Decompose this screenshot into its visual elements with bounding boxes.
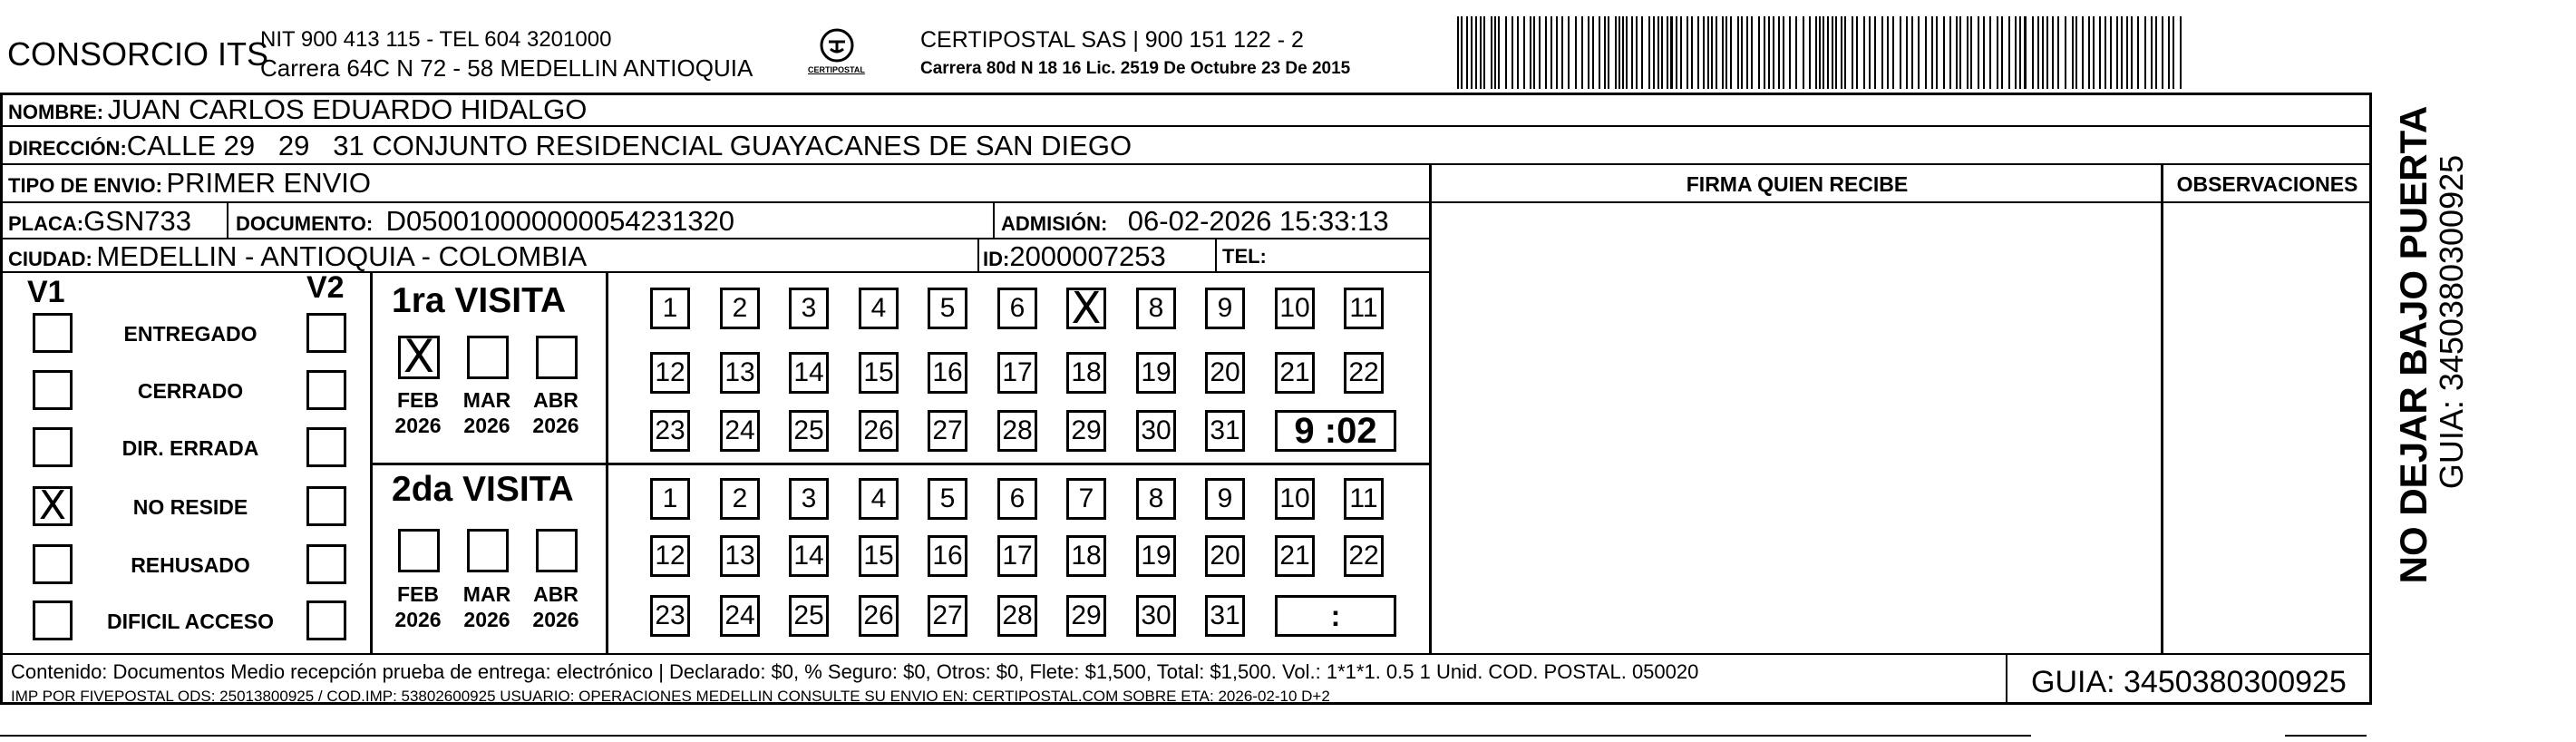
month-checkbox-mar[interactable] — [467, 529, 509, 572]
barcode-bar — [2137, 16, 2139, 89]
day-box[interactable]: 31 — [1205, 410, 1245, 452]
barcode-bar — [1539, 16, 1541, 89]
visit-divider — [370, 463, 1431, 465]
month-label: FEB — [397, 388, 439, 412]
barcode-bar — [2162, 16, 2163, 89]
status-v1-checkbox[interactable] — [33, 313, 73, 353]
first-visit-title: 1ra VISITA — [392, 281, 567, 320]
barcode-bar — [1869, 16, 1871, 89]
tipo-label: TIPO DE ENVIO: — [8, 174, 162, 197]
row-line-6 — [0, 653, 2372, 655]
barcode-bar — [1936, 16, 1938, 89]
day-box[interactable]: 14 — [789, 352, 829, 394]
day-box[interactable]: 21 — [1275, 352, 1315, 394]
barcode-bar — [2046, 16, 2048, 89]
barcode-bar — [1746, 16, 1748, 89]
company-address: Carrera 64C N 72 - 58 MEDELLIN ANTIOQUIA — [260, 54, 753, 82]
month-checkbox-feb[interactable] — [398, 529, 440, 572]
status-v2-checkbox[interactable] — [306, 370, 346, 410]
barcode-bar — [2116, 16, 2118, 89]
barcode-bar — [1711, 16, 1713, 89]
direccion-row — [8, 132, 1132, 160]
barcode-bar — [1815, 16, 1817, 89]
placa-label: PLACA: — [8, 212, 84, 235]
barcode-bar — [1725, 16, 1727, 89]
barcode-bar — [1918, 16, 1920, 89]
barcode-bar — [1608, 16, 1609, 89]
carrier-address: Carrera 80d N 18 16 Lic. 2519 De Octubre 23 De 2015 — [920, 59, 1351, 78]
barcode-bar — [1751, 16, 1753, 89]
day-box[interactable]: 6 — [997, 288, 1037, 329]
day-box[interactable]: 10 — [1275, 288, 1315, 329]
admision-field — [1001, 207, 1389, 235]
check-mark: X — [403, 330, 435, 383]
day-box[interactable]: 11 — [1344, 478, 1384, 520]
tel-label: TEL: — [1222, 245, 1267, 268]
barcode-bar — [1592, 16, 1594, 89]
status-v1-checkbox[interactable] — [33, 600, 73, 640]
status-label: DIR. ERRADA — [122, 436, 259, 460]
id-field — [983, 242, 1166, 270]
day-box[interactable]: 2 — [720, 478, 760, 520]
status-v2-checkbox[interactable] — [306, 313, 346, 353]
barcode-bar — [1827, 16, 1829, 89]
month-checkbox-abr[interactable] — [536, 336, 578, 379]
day-box[interactable]: 26 — [859, 410, 899, 452]
time-box[interactable]: : — [1275, 595, 1396, 637]
barcode-bar — [1856, 16, 1858, 89]
barcode-bar — [1741, 16, 1743, 89]
barcode-bar — [2180, 16, 2182, 89]
col-tel — [1215, 238, 1217, 272]
row-line-1 — [0, 125, 2372, 127]
barcode-bar — [1575, 16, 1577, 89]
day-box[interactable]: 18 — [1066, 352, 1106, 394]
barcode-bar — [1911, 16, 1913, 89]
barcode-bar — [1900, 16, 1901, 89]
month-label: ABR — [533, 582, 578, 606]
certipostal-logo — [804, 27, 870, 82]
v2-label: V2 — [306, 270, 345, 305]
month-checkbox-feb[interactable] — [398, 330, 440, 383]
nombre-label: NOMBRE: — [8, 101, 104, 123]
barcode-bar — [1653, 16, 1655, 89]
month-label: MAR — [462, 582, 511, 606]
barcode-bar — [1550, 16, 1552, 89]
day-box[interactable]: 20 — [1205, 535, 1245, 577]
admision-label: ADMISIÓN: — [1001, 212, 1108, 235]
barcode-bar — [1943, 16, 1945, 89]
day-box[interactable]: 7 — [1066, 478, 1106, 520]
barcode-bar — [2042, 16, 2044, 89]
nombre-row — [8, 95, 587, 123]
barcode-bar — [1716, 16, 1717, 89]
day-box[interactable]: 25 — [789, 595, 829, 637]
barcode-bar — [1680, 16, 1682, 89]
barcode-bar — [1783, 16, 1784, 89]
barcode-bar — [1512, 16, 1513, 89]
side-warning: NO DEJAR BAJO PUERTA — [2392, 105, 2435, 584]
v1-label: V1 — [27, 275, 65, 309]
barcode-bar — [2105, 16, 2106, 89]
tipo-row — [8, 169, 371, 197]
barcode-bar — [1978, 16, 1979, 89]
barcode-bar — [1852, 16, 1853, 89]
day-box[interactable]: 19 — [1136, 352, 1176, 394]
month-year: 2026 — [463, 414, 510, 437]
barcode-bar — [1764, 16, 1765, 89]
barcode-bar — [1768, 16, 1770, 89]
barcode-bar — [2099, 16, 2101, 89]
barcode-bar — [1823, 16, 1824, 89]
barcode-bar — [1819, 16, 1821, 89]
month-year: 2026 — [532, 414, 579, 437]
barcode-bar — [1925, 16, 1927, 89]
day-box[interactable]: 16 — [928, 535, 967, 577]
barcode-bar — [2151, 16, 2153, 89]
barcode-bar — [1863, 16, 1865, 89]
barcode-bar — [1892, 16, 1894, 89]
barcode-bar — [2065, 16, 2066, 89]
day-box[interactable]: 24 — [720, 595, 760, 637]
barcode-bar — [1906, 16, 1908, 89]
col-admision — [993, 201, 995, 239]
barcode-bar — [2082, 16, 2084, 89]
barcode-bar — [1989, 16, 1991, 89]
barcode-bar — [1874, 16, 1876, 89]
day-box[interactable]: 30 — [1136, 410, 1176, 452]
day-box[interactable]: 15 — [859, 352, 899, 394]
month-checkbox-abr[interactable] — [536, 529, 578, 572]
day-box[interactable]: 13 — [720, 352, 760, 394]
barcode-bar — [1997, 16, 1998, 89]
day-box[interactable]: 3 — [789, 478, 829, 520]
barcode-bar — [1483, 16, 1485, 89]
barcode-bar — [1619, 16, 1620, 89]
barcode-bar — [1533, 16, 1535, 89]
barcode-bar — [1722, 16, 1724, 89]
barcode-bar — [2015, 16, 2017, 89]
col-days — [606, 272, 608, 654]
ciudad-field — [8, 242, 587, 270]
ciudad-value: MEDELLIN - ANTIOQUIA - COLOMBIA — [96, 240, 588, 272]
day-box[interactable]: 9 — [1205, 288, 1245, 329]
day-box[interactable]: 10 — [1275, 478, 1315, 520]
day-box[interactable]: 9 — [1205, 478, 1245, 520]
day-box[interactable]: 5 — [928, 288, 967, 329]
day-box[interactable]: 12 — [650, 535, 690, 577]
barcode-bar — [1636, 16, 1638, 89]
col-status — [370, 272, 373, 654]
barcode-bar — [2001, 16, 2003, 89]
barcode-bar — [1556, 16, 1558, 89]
barcode-bar — [1703, 16, 1705, 89]
nombre-value: JUAN CARLOS EDUARDO HIDALGO — [107, 93, 588, 125]
barcode-bar — [1956, 16, 1958, 89]
check-mark: X — [1071, 283, 1102, 334]
barcode-bar — [1931, 16, 1933, 89]
barcode-bar — [1803, 16, 1804, 89]
barcode-bar — [2075, 16, 2077, 89]
barcode-bar — [1523, 16, 1525, 89]
admision-value: 06-02-2026 15:33:13 — [1127, 205, 1389, 237]
day-box[interactable]: 23 — [650, 595, 690, 637]
footer-guia: GUIA: 3450380300925 — [2031, 665, 2347, 699]
day-box[interactable]: 8 — [1136, 478, 1176, 520]
month-year: 2026 — [463, 608, 510, 631]
day-box[interactable]: 14 — [789, 535, 829, 577]
barcode-bar — [2057, 16, 2059, 89]
barcode-bar — [1795, 16, 1797, 89]
barcode-bar — [1461, 16, 1463, 89]
placa-value: GSN733 — [83, 205, 192, 237]
barcode-bar — [1568, 16, 1570, 89]
barcode-bar — [1622, 16, 1624, 89]
documento-value: D050010000000054231320 — [385, 205, 735, 237]
barcode-bar — [2093, 16, 2095, 89]
barcode-bar — [1676, 16, 1677, 89]
barcode-bar — [1545, 16, 1547, 89]
status-label: NO RESIDE — [132, 495, 248, 519]
month-checkbox-mar[interactable] — [467, 336, 509, 379]
day-box[interactable]: 15 — [859, 535, 899, 577]
status-v2-checkbox[interactable] — [306, 600, 346, 640]
day-box[interactable]: 19 — [1136, 535, 1176, 577]
day-box[interactable]: 4 — [859, 288, 899, 329]
col-firma-left — [1429, 163, 1432, 654]
col-footer-guia — [2006, 653, 2007, 704]
id-label: ID: — [983, 248, 1010, 270]
day-box[interactable]: 26 — [859, 595, 899, 637]
day-box[interactable]: 28 — [997, 410, 1037, 452]
day-box[interactable]: 4 — [859, 478, 899, 520]
barcode-bar — [1471, 16, 1473, 89]
barcode-bar — [1778, 16, 1780, 89]
side-guia: GUIA: 3450380300925 — [2433, 154, 2470, 490]
barcode-bar — [1491, 16, 1492, 89]
barcode-bar — [1494, 16, 1496, 89]
documento-label: DOCUMENTO: — [236, 212, 374, 235]
day-box[interactable]: 30 — [1136, 595, 1176, 637]
barcode-bar — [1667, 16, 1668, 89]
barcode-bar — [1789, 16, 1791, 89]
barcode-bar — [1758, 16, 1760, 89]
barcode-bar — [1967, 16, 1968, 89]
barcode-bar — [1881, 16, 1883, 89]
barcode-bar — [2168, 16, 2170, 89]
day-box[interactable]: 11 — [1344, 288, 1384, 329]
barcode-bar — [1832, 16, 1833, 89]
footer-content: Contenido: Documentos Medio recepción prueba de entrega: electrónico | Declarado: $0, % Seguro: $0, Otros: $0, Flete: $1,500, Total: $1,500. Vol.: 1*1*1. 0.5 1 Unid. COD. POSTAL. 050020 — [11, 660, 1699, 683]
barcode-bar — [1697, 16, 1699, 89]
day-box[interactable]: 16 — [928, 352, 967, 394]
direccion-label: DIRECCIÓN: — [8, 137, 127, 160]
month-year: 2026 — [394, 608, 442, 631]
day-box[interactable]: 20 — [1205, 352, 1245, 394]
barcode-bar — [2121, 16, 2123, 89]
documento-field — [236, 207, 734, 235]
barcode-bar — [1505, 16, 1507, 89]
status-v2-checkbox[interactable] — [306, 544, 346, 584]
check-mark: X — [38, 483, 67, 529]
month-label: MAR — [462, 388, 511, 412]
day-box[interactable]: 17 — [997, 535, 1037, 577]
day-box[interactable]: 24 — [720, 410, 760, 452]
day-box[interactable]: 29 — [1066, 410, 1106, 452]
barcode-bar — [1498, 16, 1500, 89]
day-box[interactable]: 18 — [1066, 535, 1106, 577]
barcode-bar — [1457, 16, 1459, 89]
barcode-bar — [1657, 16, 1659, 89]
barcode-bar — [2037, 16, 2039, 89]
row-line-3 — [0, 201, 2372, 203]
observaciones-header: OBSERVACIONES — [2176, 172, 2358, 196]
barcode-bar — [2173, 16, 2174, 89]
day-box[interactable]: 22 — [1344, 535, 1384, 577]
day-box[interactable] — [1066, 283, 1106, 334]
month-label: FEB — [397, 582, 439, 606]
id-value: 2000007253 — [1009, 240, 1166, 272]
col-obs-left — [2161, 163, 2163, 654]
day-box[interactable]: 1 — [650, 288, 690, 329]
company-nit-phone: NIT 900 413 115 - TEL 604 3201000 — [260, 27, 612, 52]
barcode-bar — [1687, 16, 1688, 89]
barcode-bar — [2008, 16, 2010, 89]
barcode-bar — [2024, 16, 2027, 89]
barcode-bar — [1581, 16, 1583, 89]
logo-caption: CERTIPOSTAL — [808, 65, 865, 74]
status-label: ENTREGADO — [123, 322, 258, 346]
barcode-bar — [1466, 16, 1468, 89]
firma-header: FIRMA QUIEN RECIBE — [1686, 172, 1909, 196]
barcode-bar — [1615, 16, 1617, 89]
barcode-bar — [1730, 16, 1732, 89]
barcode-bar — [2155, 16, 2157, 89]
direccion-value: CALLE 29 29 31 CONJUNTO RESIDENCIAL GUAYACANES DE SAN DIEGO — [126, 130, 1132, 161]
month-year: 2026 — [532, 608, 579, 631]
day-box[interactable]: 27 — [928, 410, 967, 452]
time-box[interactable]: 9 :02 — [1275, 410, 1396, 452]
frame-left — [0, 93, 3, 705]
status-label: REHUSADO — [131, 553, 250, 577]
barcode-bar — [1809, 16, 1811, 89]
status-label: DIFICIL ACCESO — [106, 610, 274, 633]
col-id — [977, 238, 979, 272]
footer-print-info: IMP POR FIVEPOSTAL ODS: 25013800925 / COD.IMP: 53802600925 USUARIO: OPERACIONES MEDELLIN CONSULTE SU ENVIO EN: CERTIPOSTAL.COM SOBRE ETA: 2026-02-10 D+2 — [11, 688, 1330, 705]
barcode-bar — [1670, 16, 1673, 89]
day-box[interactable]: 23 — [650, 410, 690, 452]
barcode-bar — [1517, 16, 1519, 89]
day-box[interactable]: 25 — [789, 410, 829, 452]
day-box[interactable]: 27 — [928, 595, 967, 637]
barcode-bar — [1841, 16, 1842, 89]
ciudad-label: CIUDAD: — [8, 248, 92, 270]
barcode-bar — [1626, 16, 1628, 89]
status-v1-checkbox[interactable] — [33, 483, 73, 529]
day-box[interactable]: 3 — [789, 288, 829, 329]
day-box[interactable]: 8 — [1136, 288, 1176, 329]
barcode-bar — [1480, 16, 1482, 89]
barcode-bar — [1641, 16, 1643, 89]
barcode-bar — [1475, 16, 1477, 89]
day-box[interactable]: 13 — [720, 535, 760, 577]
barcode-bar — [2019, 16, 2021, 89]
status-v1-checkbox[interactable] — [33, 427, 73, 467]
second-visit-title: 2da VISITA — [392, 470, 574, 509]
barcode-bar — [1691, 16, 1693, 89]
day-box[interactable]: 31 — [1205, 595, 1245, 637]
barcode-bar — [1887, 16, 1889, 89]
barcode-bar — [2052, 16, 2054, 89]
day-box[interactable]: 21 — [1275, 535, 1315, 577]
barcode-bar — [1588, 16, 1589, 89]
status-v1-checkbox[interactable] — [33, 544, 73, 584]
status-v1-checkbox[interactable] — [33, 370, 73, 410]
placa-field — [8, 207, 191, 235]
bottom-rule — [0, 735, 2031, 737]
day-box[interactable]: 22 — [1344, 352, 1384, 394]
company-name: CONSORCIO ITS — [7, 35, 269, 73]
barcode-bar — [1835, 16, 1837, 89]
barcode-bar — [1970, 16, 1972, 89]
barcode-bar — [2144, 16, 2146, 89]
day-box[interactable]: 12 — [650, 352, 690, 394]
barcode-bar — [1844, 16, 1846, 89]
status-label: CERRADO — [137, 379, 244, 403]
barcode-bar — [1648, 16, 1650, 89]
carrier-name: CERTIPOSTAL SAS | 900 151 122 - 2 — [920, 27, 1304, 53]
bottom-rule-right — [2285, 735, 2367, 737]
barcode-bar — [2032, 16, 2034, 89]
barcode — [1457, 16, 2192, 89]
barcode-bar — [1949, 16, 1951, 89]
frame-right — [2369, 93, 2372, 705]
month-year: 2026 — [394, 414, 442, 437]
tipo-value: PRIMER ENVIO — [166, 167, 372, 199]
day-box[interactable]: 28 — [997, 595, 1037, 637]
barcode-bar — [1959, 16, 1961, 89]
barcode-bar — [2110, 16, 2112, 89]
barcode-bar — [2088, 16, 2090, 89]
row-line-2 — [0, 163, 2372, 165]
barcode-bar — [1707, 16, 1709, 89]
status-v2-checkbox[interactable] — [306, 486, 346, 526]
barcode-bar — [1631, 16, 1633, 89]
barcode-bar — [1661, 16, 1663, 89]
barcode-bar — [1599, 16, 1600, 89]
day-box[interactable]: 1 — [650, 478, 690, 520]
barcode-bar — [1773, 16, 1774, 89]
day-box[interactable]: 29 — [1066, 595, 1106, 637]
barcode-bar — [1530, 16, 1531, 89]
barcode-bar — [2126, 16, 2128, 89]
barcode-bar — [1561, 16, 1563, 89]
barcode-bar — [1604, 16, 1606, 89]
barcode-bar — [1737, 16, 1739, 89]
barcode-bar — [2072, 16, 2074, 89]
day-box[interactable]: 6 — [997, 478, 1037, 520]
status-v2-checkbox[interactable] — [306, 427, 346, 467]
col-placa — [227, 201, 228, 239]
day-box[interactable]: 5 — [928, 478, 967, 520]
month-label: ABR — [533, 388, 578, 412]
day-box[interactable]: 17 — [997, 352, 1037, 394]
barcode-bar — [1983, 16, 1985, 89]
day-box[interactable]: 2 — [720, 288, 760, 329]
barcode-bar — [2131, 16, 2133, 89]
